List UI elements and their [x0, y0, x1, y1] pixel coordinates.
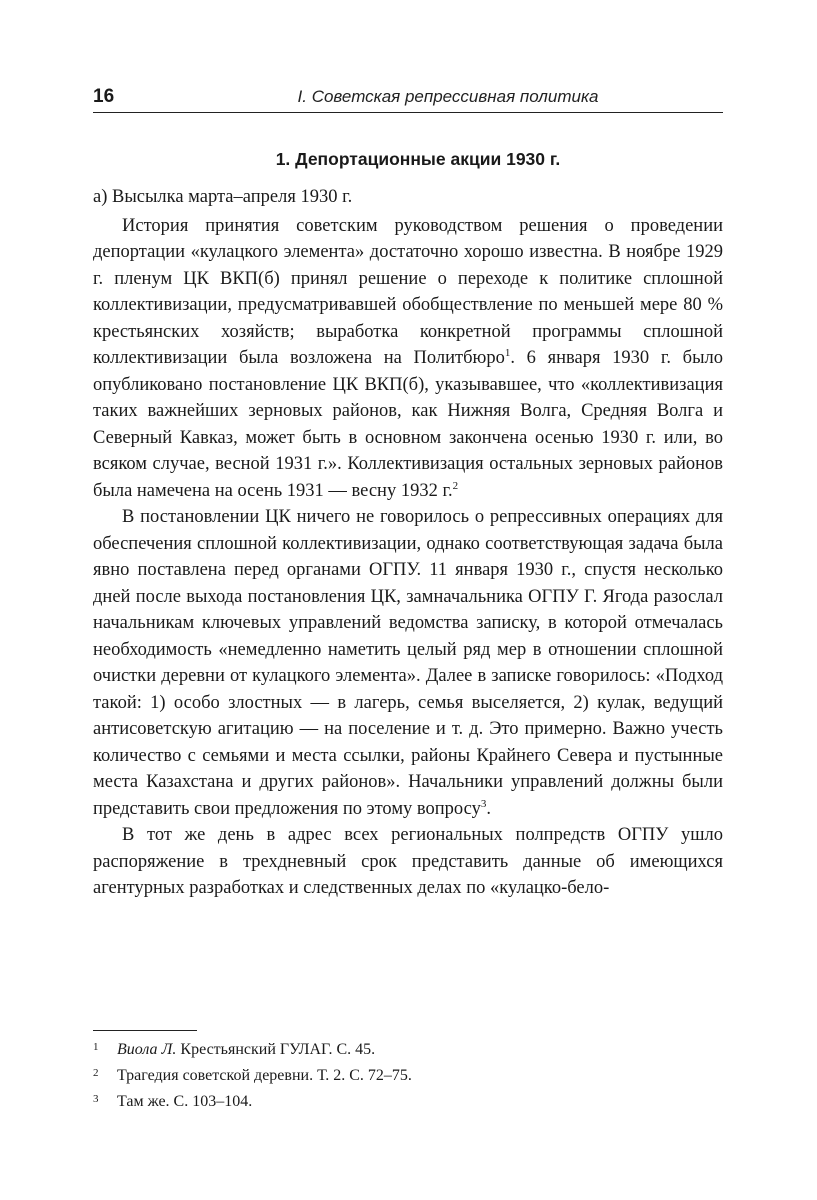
paragraph-1-text-a: История принятия советским руководством решения о проведении депортации «кулацкого элемента» достаточно хорошо известна. В ноябре 1929 г. пленум ЦК ВКП(б) принял решение о переходе к политике сплошной коллективизации, предусматривавшей обобществление по меньшей мере 80 % крестьянских хозяйств; выработка конкретной программы сплошной коллективизации была возложена на Политбюро — [93, 215, 723, 368]
page-header — [93, 84, 723, 113]
footnote-1 — [93, 1037, 723, 1063]
section-title: 1. Депортационные акции 1930 г. — [275, 149, 561, 169]
paragraph-2 — [93, 504, 723, 822]
paragraph-3-text: В тот же день в адрес всех региональных полпредств ОГПУ ушло распоряжение в трехдневный срок представить данные об имеющихся агентурных разработках и следственных делах по «кулацко-бело- — [93, 825, 723, 898]
subsection-title: а) Высылка марта–апреля 1930 г. — [93, 187, 353, 207]
footnote-ref-1: 1 — [504, 346, 511, 359]
footnote-text: Там же. С. 103–104. — [117, 1093, 253, 1110]
footnotes — [93, 1037, 723, 1115]
page-number: 16 — [93, 86, 115, 107]
footnote-divider — [93, 1030, 197, 1031]
paragraph-1-text-b: . 6 января 1930 г. было опубликовано постановление ЦК ВКП(б), указывавшее, что «коллективизация таких важнейших зерновых районов, как Нижняя Волга, Средняя Волга и Северный Кавказ, может быть в основном закончена осенью 1930 г. или, во всяком случае, весной 1931 г.». Коллективизация остальных зерновых районов была намечена на осень 1931 — весну 1932 г. — [93, 348, 723, 501]
footnote-mark: 2 — [93, 1067, 99, 1079]
paragraph-1 — [93, 213, 723, 505]
footnote-mark: 3 — [93, 1093, 99, 1105]
footnote-3 — [93, 1089, 723, 1115]
footnote-ref-3: 3 — [480, 797, 487, 810]
footnote-ref-2: 2 — [452, 479, 459, 492]
footnote-text: Крестьянский ГУЛАГ. С. 45. — [176, 1041, 376, 1058]
footnote-author: Виола Л. — [117, 1041, 177, 1058]
footnote-mark: 1 — [93, 1041, 99, 1053]
paragraph-2-text-a: В постановлении ЦК ничего не говорилось о репрессивных операциях для обеспечения сплошной коллективизации, однако соответствующая задача была явно поставлена перед органами ОГПУ. 11 января 1930 г., спустя несколько дней после выхода постановления ЦК, замначальника ОГПУ Г. Ягода разослал начальникам ключевых управлений ведомства записку, в которой отмечалась необходимость «немедленно наметить целый ряд мер в отношении сплошной очистки деревни от кулацкого элемента». Далее в записке говорилось: «Подход такой: 1) особо злостных — в лагерь, семья выселяется, 2) кулак, ведущий антисоветскую агитацию — на поселение и т. д. Это примерно. Важно учесть количество с семьями и места ссылки, районы Крайнего Севера и пустынные места Казахстана и других районов». Начальники управлений должны были представить свои предложения по этому вопросу — [93, 507, 723, 819]
footnote-text: Трагедия советской деревни. Т. 2. С. 72–75. — [117, 1067, 412, 1084]
footnote-2 — [93, 1063, 723, 1089]
paragraph-2-text-b: . — [486, 798, 491, 819]
running-title: I. Советская репрессивная политика — [297, 87, 599, 106]
main-text — [93, 142, 723, 902]
paragraph-3 — [93, 822, 723, 902]
